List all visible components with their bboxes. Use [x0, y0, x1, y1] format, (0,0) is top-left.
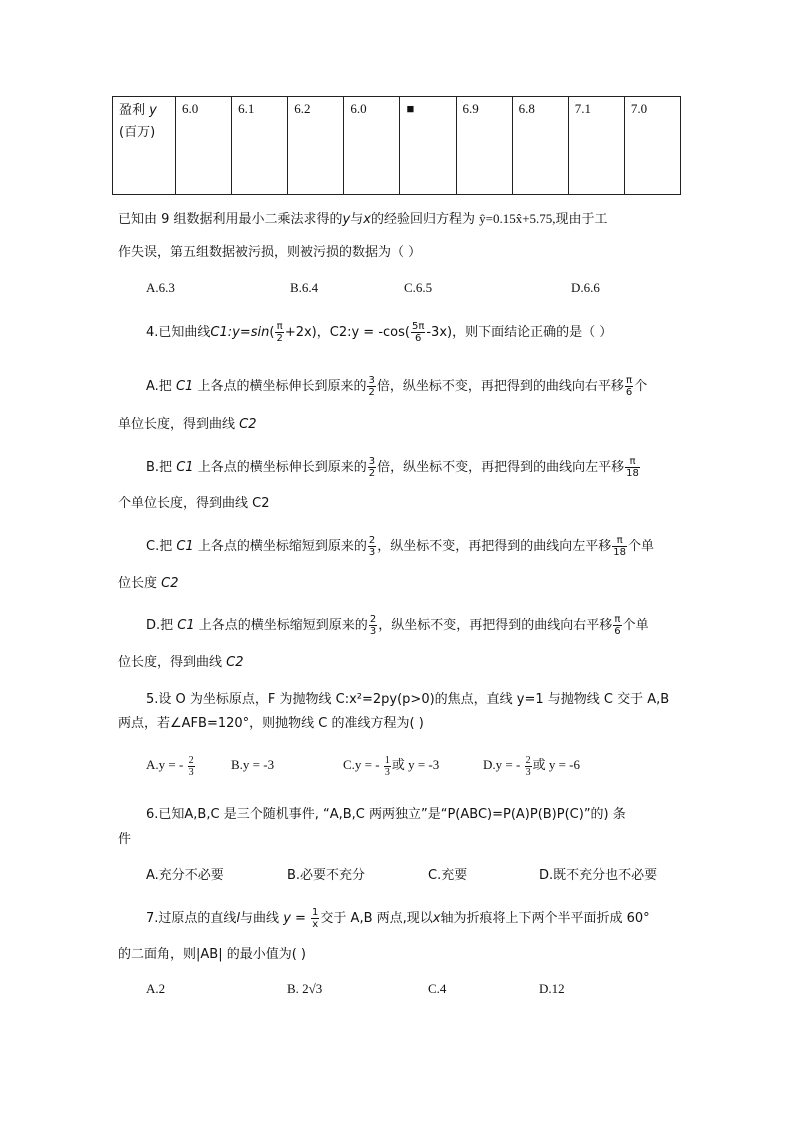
curve-c1: C1	[177, 618, 195, 633]
den: 3	[525, 766, 531, 778]
fraction	[613, 614, 621, 637]
var-x: x	[432, 911, 441, 926]
den: 3	[369, 626, 377, 637]
den: 18	[613, 547, 626, 558]
q5-option-c	[343, 748, 439, 782]
curve-c2: C2	[239, 417, 257, 432]
q6-option-a: A.充分不必要	[146, 868, 224, 883]
fraction	[411, 321, 425, 344]
text: 7.过原点的直线	[146, 911, 237, 926]
fraction	[368, 456, 376, 479]
text: 的经验回归方程为	[370, 212, 475, 227]
text: A.y = -	[146, 757, 184, 772]
table-cell: 6.2	[288, 97, 344, 195]
q7-stem-line1	[146, 902, 650, 936]
curve-c2: C2	[161, 576, 179, 591]
q3-option-c: C.6.5	[404, 280, 433, 295]
q3-option-b: B.6.4	[290, 280, 319, 295]
num: 3	[368, 456, 376, 467]
fraction	[612, 535, 627, 558]
text: 或 y = -6	[532, 757, 580, 772]
text: 上各点的横坐标缩短到原来的	[197, 539, 367, 554]
regression-equation: ŷ=0.15x̂+5.75,	[479, 211, 556, 226]
num: π	[614, 614, 621, 625]
text: A.把	[146, 379, 172, 394]
data-table	[112, 96, 681, 195]
row-label: 盈利	[119, 103, 146, 118]
num: 1	[312, 907, 319, 918]
fraction	[369, 614, 377, 637]
text: 位长度，得到曲线	[118, 655, 223, 670]
q5-option-a	[146, 748, 196, 782]
text: -3x)	[426, 325, 453, 340]
text: 上各点的横坐标缩短到原来的	[198, 618, 368, 633]
text: 个单	[628, 539, 655, 554]
fraction	[625, 375, 633, 398]
table-cell: 7.1	[568, 97, 624, 195]
q4-option-d-line1	[146, 609, 649, 643]
num: 1	[384, 754, 390, 766]
den: 18	[626, 468, 639, 479]
table-cell: 6.9	[456, 97, 512, 195]
q4-stem: 4.已知曲线C1:y=sin( $\frac{\pi}{2}$ +2x)，C2:y = -cos( $\frac{5\pi}{6}$ -3x)，则下面结论正确的是（ ）	[146, 321, 613, 344]
num: π	[612, 535, 627, 547]
den: 6	[625, 387, 633, 398]
fraction	[188, 755, 195, 778]
fraction	[525, 755, 532, 778]
fraction	[275, 321, 283, 344]
text: 轴为折痕将上下两个半平面折成 60°	[440, 911, 650, 926]
q4-option-c-line1	[146, 530, 654, 564]
q7-option-d: D.12	[539, 981, 565, 996]
q3-stem-line2: 作失误，第五组数据被污损，则被污损的数据为（ ）	[118, 245, 422, 260]
q3-stem-line1	[118, 208, 608, 227]
q4-option-a-line1	[146, 370, 647, 404]
text: 个单	[622, 618, 649, 633]
text: 倍，纵坐标不变，再把得到的曲线向左平移	[377, 460, 625, 475]
q7-option-c: C.4	[428, 981, 447, 996]
num: 2	[369, 614, 377, 625]
q4-option-a-line2	[118, 413, 257, 432]
table-row	[113, 97, 681, 195]
curve-c2: ，C2:y = -cos(	[316, 325, 410, 340]
table-cell: 7.0	[624, 97, 680, 195]
den: 3	[384, 766, 390, 778]
text: 倍，纵坐标不变，再把得到的曲线向右平移	[376, 379, 624, 394]
q7-option-a: A.2	[146, 981, 166, 996]
text: 个单位长度，得到曲线	[118, 496, 249, 511]
text: ，纵坐标不变，再把得到的曲线向右平移	[378, 618, 613, 633]
text: ，则下面结论正确的是（ ）	[452, 325, 613, 340]
curve-c2: C2	[252, 496, 270, 511]
q4-option-b-line2	[118, 492, 270, 511]
var-x: x	[363, 212, 371, 227]
text: 4.已知曲线	[146, 325, 211, 340]
q4-option-c-line2	[118, 572, 179, 591]
q4-option-b-line1	[146, 451, 641, 485]
row-header	[113, 97, 176, 195]
var-y: y	[342, 212, 351, 227]
text: 单位长度，得到曲线	[118, 417, 236, 432]
curve-c2: C2	[226, 655, 244, 670]
den: 3	[188, 766, 194, 778]
fraction	[368, 535, 376, 558]
den: 6	[614, 626, 621, 637]
den: 2	[276, 333, 283, 344]
row-unit: (百万)	[119, 125, 156, 140]
text: 位长度	[118, 576, 158, 591]
text: 上各点的横坐标伸长到原来的	[197, 379, 367, 394]
num: 2	[525, 754, 531, 766]
curve-c1: C1	[175, 379, 194, 394]
q5-stem-line1: 5.设 O 为坐标原点，F 为抛物线 C:x²=2py(p>0)的焦点，直线 y=1 与抛物线 C 交于 A,B	[146, 692, 670, 707]
num: π	[276, 321, 283, 332]
q7-stem-line2: 的二面角，则|AB| 的最小值为( )	[118, 947, 306, 962]
q6-stem-line1: 6.已知A,B,C 是三个随机事件, “A,B,C 两两独立”是“P(ABC)=P(A)P(B)P(C)”的) 条	[146, 807, 626, 822]
num: 2	[188, 754, 194, 766]
table-cell: 6.0	[176, 97, 232, 195]
q5-stem-line2: 两点，若∠AFB=120°，则抛物线 C 的准线方程为( )	[118, 716, 424, 731]
text: B.把	[146, 460, 173, 475]
num: 2	[368, 535, 376, 546]
q5-option-d	[483, 748, 580, 782]
num: π	[625, 456, 640, 468]
q3-option-a: A.6.3	[146, 280, 175, 295]
den: 2	[368, 468, 376, 479]
row-var: y	[149, 103, 157, 118]
text: D.y = -	[483, 757, 521, 772]
table-cell: 6.0	[344, 97, 400, 195]
den: 6	[414, 333, 422, 344]
text: 个	[634, 379, 648, 394]
text: 或 y = -3	[391, 757, 440, 772]
num: 5π	[411, 321, 425, 332]
curve-c1: C1	[176, 460, 194, 475]
text: C.y = -	[343, 757, 380, 772]
fraction	[367, 375, 375, 398]
curve-eq: y =	[283, 911, 306, 926]
q7-option-b: B. 2√3	[287, 981, 323, 996]
table-cell: 6.1	[232, 97, 288, 195]
den: 2	[368, 387, 375, 398]
text: 与曲线	[240, 911, 280, 926]
text: 交于 A,B 两点,现以	[320, 911, 433, 926]
text: 现由于工	[555, 212, 608, 227]
fraction	[384, 755, 391, 778]
text: ，纵坐标不变，再把得到的曲线向左平移	[377, 539, 612, 554]
fraction	[625, 456, 640, 479]
text: 上各点的横坐标伸长到原来的	[197, 460, 367, 475]
den: x	[312, 919, 319, 930]
q6-option-d: D.既不充分也不必要	[539, 868, 658, 883]
q5-option-b: B.y = -3	[231, 757, 275, 772]
line-l: l	[236, 911, 241, 926]
q6-option-b: B.必要不充分	[287, 868, 366, 883]
text: +2x)	[284, 325, 317, 340]
curve-c1: C1:y=sin	[210, 325, 270, 340]
text: C.把	[146, 539, 173, 554]
curve-c1: C1	[176, 539, 194, 554]
fraction	[311, 907, 319, 930]
q4-option-d-line2	[118, 651, 244, 670]
q6-stem-line2: 件	[118, 832, 132, 847]
num: 3	[368, 375, 375, 386]
den: 3	[368, 547, 376, 558]
text: 与	[350, 212, 364, 227]
q6-option-c: C.充要	[428, 868, 468, 883]
q3-option-d: D.6.6	[571, 280, 600, 295]
table-cell: ■	[400, 97, 456, 195]
table-cell: 6.8	[512, 97, 568, 195]
text: D.把	[146, 618, 174, 633]
num: π	[626, 375, 633, 386]
text: 已知由 9 组数据利用最小二乘法求得的	[118, 212, 343, 227]
